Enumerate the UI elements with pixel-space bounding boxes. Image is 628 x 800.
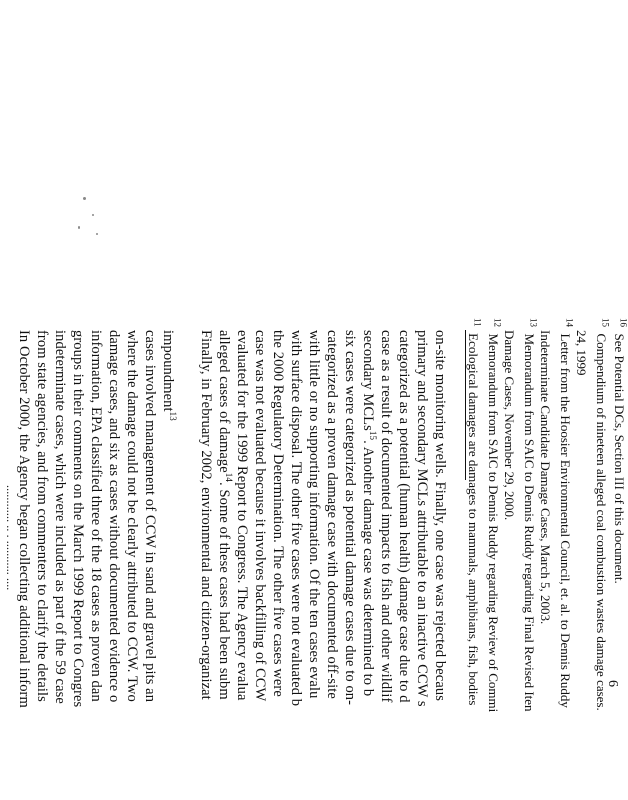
footnote-text: See Potential DCs, Section III of this document. <box>612 333 627 584</box>
footnote-text: Memorandum from SAIC to Dennis Ruddy regarding Final Revised Iten <box>522 333 537 712</box>
footnote-text: Letter from the Hoosier Environmental Council, et. al. to Dennis Ruddy <box>558 333 573 708</box>
p2-line: on-site monitoring wells. Finally, one case was rejected becaus <box>432 330 448 701</box>
footnote-text: Compendium of nineteen alleged coal combustion wastes damage cases. <box>594 333 609 711</box>
footnote-number: 15 <box>600 318 611 327</box>
p2-line-text: . Some of these cases had been subm <box>216 482 232 700</box>
footnote-15 <box>594 318 611 711</box>
footnote-number: 12 <box>492 318 503 327</box>
footnote-number: 14 <box>564 318 575 327</box>
footnote-continuation: 24, 1999 <box>574 330 589 376</box>
p2-line: primary and secondary MCLs attributable to an inactive CCW s <box>414 330 430 707</box>
p2-line: the 2000 Regulatory Determination. The other five cases were <box>270 330 286 697</box>
p1-line-text: impoundment <box>160 330 176 412</box>
footnote-ref: 13 <box>167 411 178 421</box>
footnote-number: 16 <box>618 318 628 327</box>
p2-line: Finally, in February 2002, environmental and citizen-organizat <box>198 330 214 700</box>
p2-line: case was not evaluated because it involves backfilling of CCW <box>252 330 268 702</box>
footnote-continuation: Indeterminate Candidate Damage Cases, March 5, 2003. <box>538 330 553 625</box>
p2-line: case as a result of documented impacts to fish and other wildlif <box>378 330 394 703</box>
header-fragment: ............ .. . ........... .... <box>4 485 18 591</box>
p2-line: evaluated for the 1999 Report to Congress. The Agency evalua <box>234 330 250 701</box>
footnote-14 <box>558 318 575 708</box>
p2-line-text: . Another damage case was determined to b <box>360 440 376 697</box>
p2-line: categorized as a proven damage case with documented off-site <box>324 330 340 699</box>
footnote-number: 13 <box>528 318 539 327</box>
footnote-16 <box>613 318 626 584</box>
footnote-ref: 15 <box>367 430 378 441</box>
p2-line <box>216 330 234 700</box>
footnote-ref: 14 <box>223 472 234 482</box>
footnote-text: Ecological damages are damages to mammals, amphibians, fish, bodies <box>466 333 481 706</box>
p1-line: information, EPA classified three of the 18 cases as proven dan <box>88 330 104 702</box>
footnote-continuation: Damage Cases, November 29, 2000. <box>502 330 517 521</box>
p1-line: cases involved management of CCW in sand and gravel pits an <box>142 330 158 703</box>
footnote-13 <box>522 318 539 712</box>
p2-line-text: alleged cases of damage <box>216 330 232 473</box>
footnote-11 <box>466 318 483 706</box>
p1-line: damage cases, and six as cases without documented evidence o <box>106 330 122 703</box>
footnote-12 <box>486 318 503 713</box>
p2-line-text: secondary MCLs <box>360 330 376 431</box>
p2-line: six cases were categorized as potential damage cases due to on- <box>342 330 358 706</box>
p1-line: from state agencies, and from commenters to clarify the details <box>34 330 50 702</box>
p2-line: with surface disposal. The other five cases were not evaluated b <box>288 330 304 707</box>
p2-line <box>360 330 378 697</box>
p2-line: with little or no supporting information. Of the ten cases evalu <box>306 330 322 699</box>
p1-line: groups in their comments on the March 1999 Report to Congres <box>70 330 86 708</box>
p1-line <box>160 330 178 421</box>
p1-line: where the damage could not be clearly attributed to CCW. Two <box>124 330 140 702</box>
footnote-text: Memorandum from SAIC to Dennis Ruddy regarding Review of Commi <box>486 333 501 713</box>
footnote-number: 11 <box>472 318 483 327</box>
p1-line: In October 2000, the Agency began collecting additional inform <box>16 330 32 708</box>
page-number: 6 <box>605 680 620 687</box>
p1-line: indeterminate cases, which were included as part of the 59 case <box>52 330 68 704</box>
p2-line: categorized as a potential (human health) damage case due to d <box>396 330 412 703</box>
